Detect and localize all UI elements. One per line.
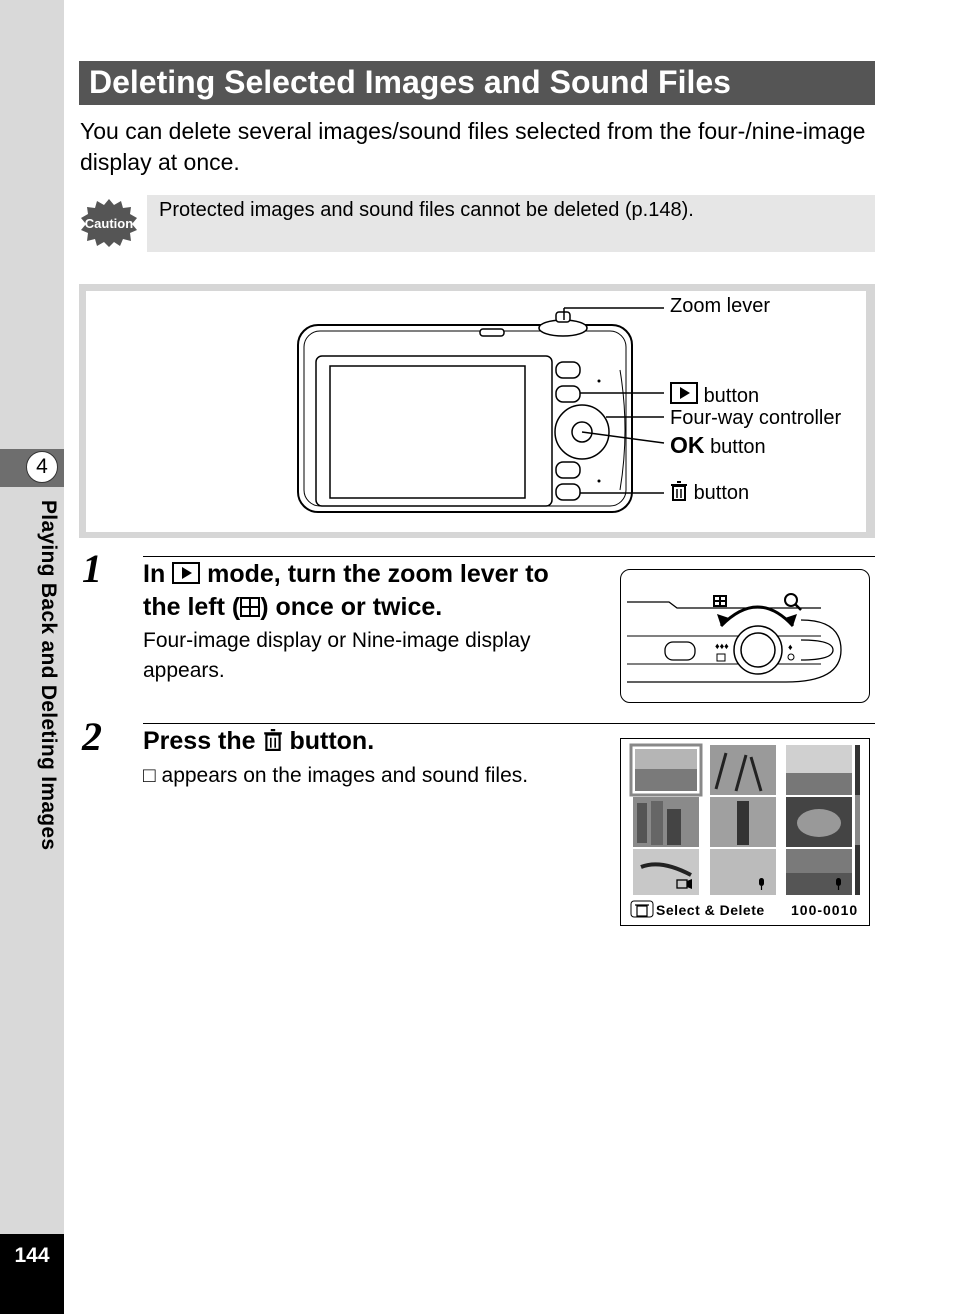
play-icon [172, 562, 200, 584]
step-2-head-b: button. [289, 727, 375, 755]
trash-icon [635, 905, 649, 916]
chapter-number: 4 [26, 451, 58, 483]
grid-icon [240, 597, 260, 617]
ok-glyph: OK [670, 432, 705, 458]
step-2-divider [143, 723, 875, 724]
label-play-button-text: button [703, 385, 760, 407]
step-1-head-b: mode, turn the zoom lever to [207, 560, 549, 588]
label-play-button [670, 382, 759, 408]
step-1-head-a: In [143, 560, 166, 588]
page-number: 144 [0, 1234, 64, 1314]
label-ok-button-text: button [710, 436, 766, 458]
svg-text:♦: ♦ [788, 642, 793, 652]
label-zoom-lever: Zoom lever [670, 295, 771, 317]
intro-paragraph: You can delete several images/sound files selected from the four-/nine-image display at once. [80, 118, 866, 175]
trash-icon [263, 729, 283, 751]
step-1-number: 1 [82, 546, 102, 591]
section-title-bar [79, 61, 875, 105]
label-trash-button [670, 481, 749, 505]
trash-icon [670, 481, 688, 501]
step-1-divider [143, 556, 875, 557]
label-ok-button [670, 432, 766, 459]
page-title: Deleting Selected Images and Sound Files [89, 64, 731, 100]
play-icon [670, 382, 698, 404]
thumbnail-grid [621, 739, 868, 924]
step-2-number: 2 [82, 714, 102, 759]
step-1-head-c: the left ( [143, 593, 241, 621]
step-2-heading [143, 725, 613, 758]
grid-icon [713, 595, 727, 607]
step-1-head-d: ) once or twice. [260, 593, 443, 621]
step-1-body: Four-image display or Nine-image display appears. [143, 629, 531, 682]
step-2-head-a: Press the [143, 727, 256, 755]
caution-text: Protected images and sound files cannot be deleted (p.148). [159, 199, 694, 221]
step-2-body: □ appears on the images and sound files. [143, 764, 529, 787]
chapter-title: Playing Back and Deleting Images [37, 500, 60, 851]
folder-file-number: 100-0010 [791, 902, 859, 918]
zoom-lever-drawing [621, 570, 868, 701]
svg-text:♦♦♦: ♦♦♦ [715, 641, 729, 651]
caution-icon-label: Caution [84, 216, 134, 231]
caution-icon [80, 198, 138, 248]
nine-image-display [620, 738, 870, 926]
step-1-heading [143, 558, 613, 624]
zoom-lever-illustration [620, 569, 870, 703]
caution-note [147, 195, 875, 252]
callout-lines [560, 300, 680, 500]
label-four-way-controller: Four-way controller [670, 407, 842, 429]
label-trash-button-text: button [693, 482, 750, 504]
footer-action-label: Select & Delete [656, 902, 765, 918]
